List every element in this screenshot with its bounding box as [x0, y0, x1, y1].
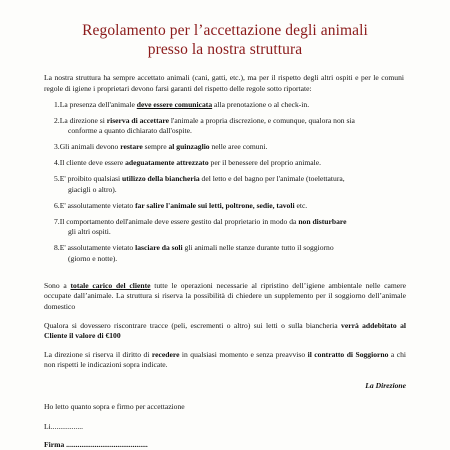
rule-item: 8.E' assolutamente vietato lasciare da soli gli animali nelle stanze durante tutto il soggiorno (giorno e notte). [54, 243, 334, 263]
signature-dots: ........................................... [64, 440, 148, 449]
rule-item: 6.E' assolutamente vietato far salire l'animale sui letti, poltrone, sedie, tavoli etc. [54, 200, 308, 210]
rules-list [54, 100, 406, 270]
withdrawal-paragraph: La direzione si riserva il diritto di recedere in qualsiasi momento e senza preavviso il contratto di Soggiorno a chi non rispetti le indicazioni sopra indicate. [44, 350, 406, 370]
title-line-2: presso la nostra struttura [147, 41, 303, 58]
intro-paragraph: La nostra struttura ha sempre accettato animali (cani, gatti, etc.), ma per il rispetto degli altri ospiti e per le comuni regole di igiene i proprietari devono farsi garanti del rispetto delle regole sotto riportate: [44, 73, 404, 93]
management-signature: La Direzione [365, 381, 406, 390]
place-date-field: Li................. [44, 422, 84, 431]
signature-field [44, 440, 148, 449]
rule-item: 4.Il cliente deve essere adeguatamente attrezzato per il benessere del proprio animale. [54, 158, 322, 168]
rule-item: 2.La direzione si riserva di accettare l'animale a propria discrezione, e comunque, qualora non sia conforme a quanto dichiarato dall'ospite. [54, 116, 355, 136]
document-title [0, 21, 450, 59]
rule-item: 7.Il comportamento dell'animale deve essere gestito dal proprietario in modo da non disturbare gli altri ospiti. [54, 216, 347, 237]
rule-item: 3.Gli animali devono restare sempre al guinzaglio nelle aree comuni. [54, 142, 268, 152]
title-line-1: Regolamento per l’accettazione degli animali [82, 22, 368, 39]
rule-item: 5.E' proibito qualsiasi utilizzo della biancheria del letto e del bagno per l'animale (toelettatura, giacigli o altro). [54, 174, 345, 194]
signature-label: Firma [44, 440, 65, 449]
acknowledgement-text: Ho letto quanto sopra e firmo per accettazione [44, 402, 185, 411]
cleaning-paragraph: Sono a totale carico del cliente tutte le operazioni necessarie al ripristino dell’igiene ambientale nelle camere occupate dall’animale. La struttura si riserva la possibilità di chiedere un supplemento per il soggiorno dell’animale domestico [44, 281, 407, 311]
penalty-paragraph: Qualora si dovessero riscontrare tracce (peli, escrementi o altro) sui letti o sulla biancheria verrà addebitato al Cliente il valore di €100 [44, 321, 406, 341]
rule-item: 1.La presenza dell'animale deve essere comunicata alla prenotazione o al check-in. [54, 100, 310, 109]
